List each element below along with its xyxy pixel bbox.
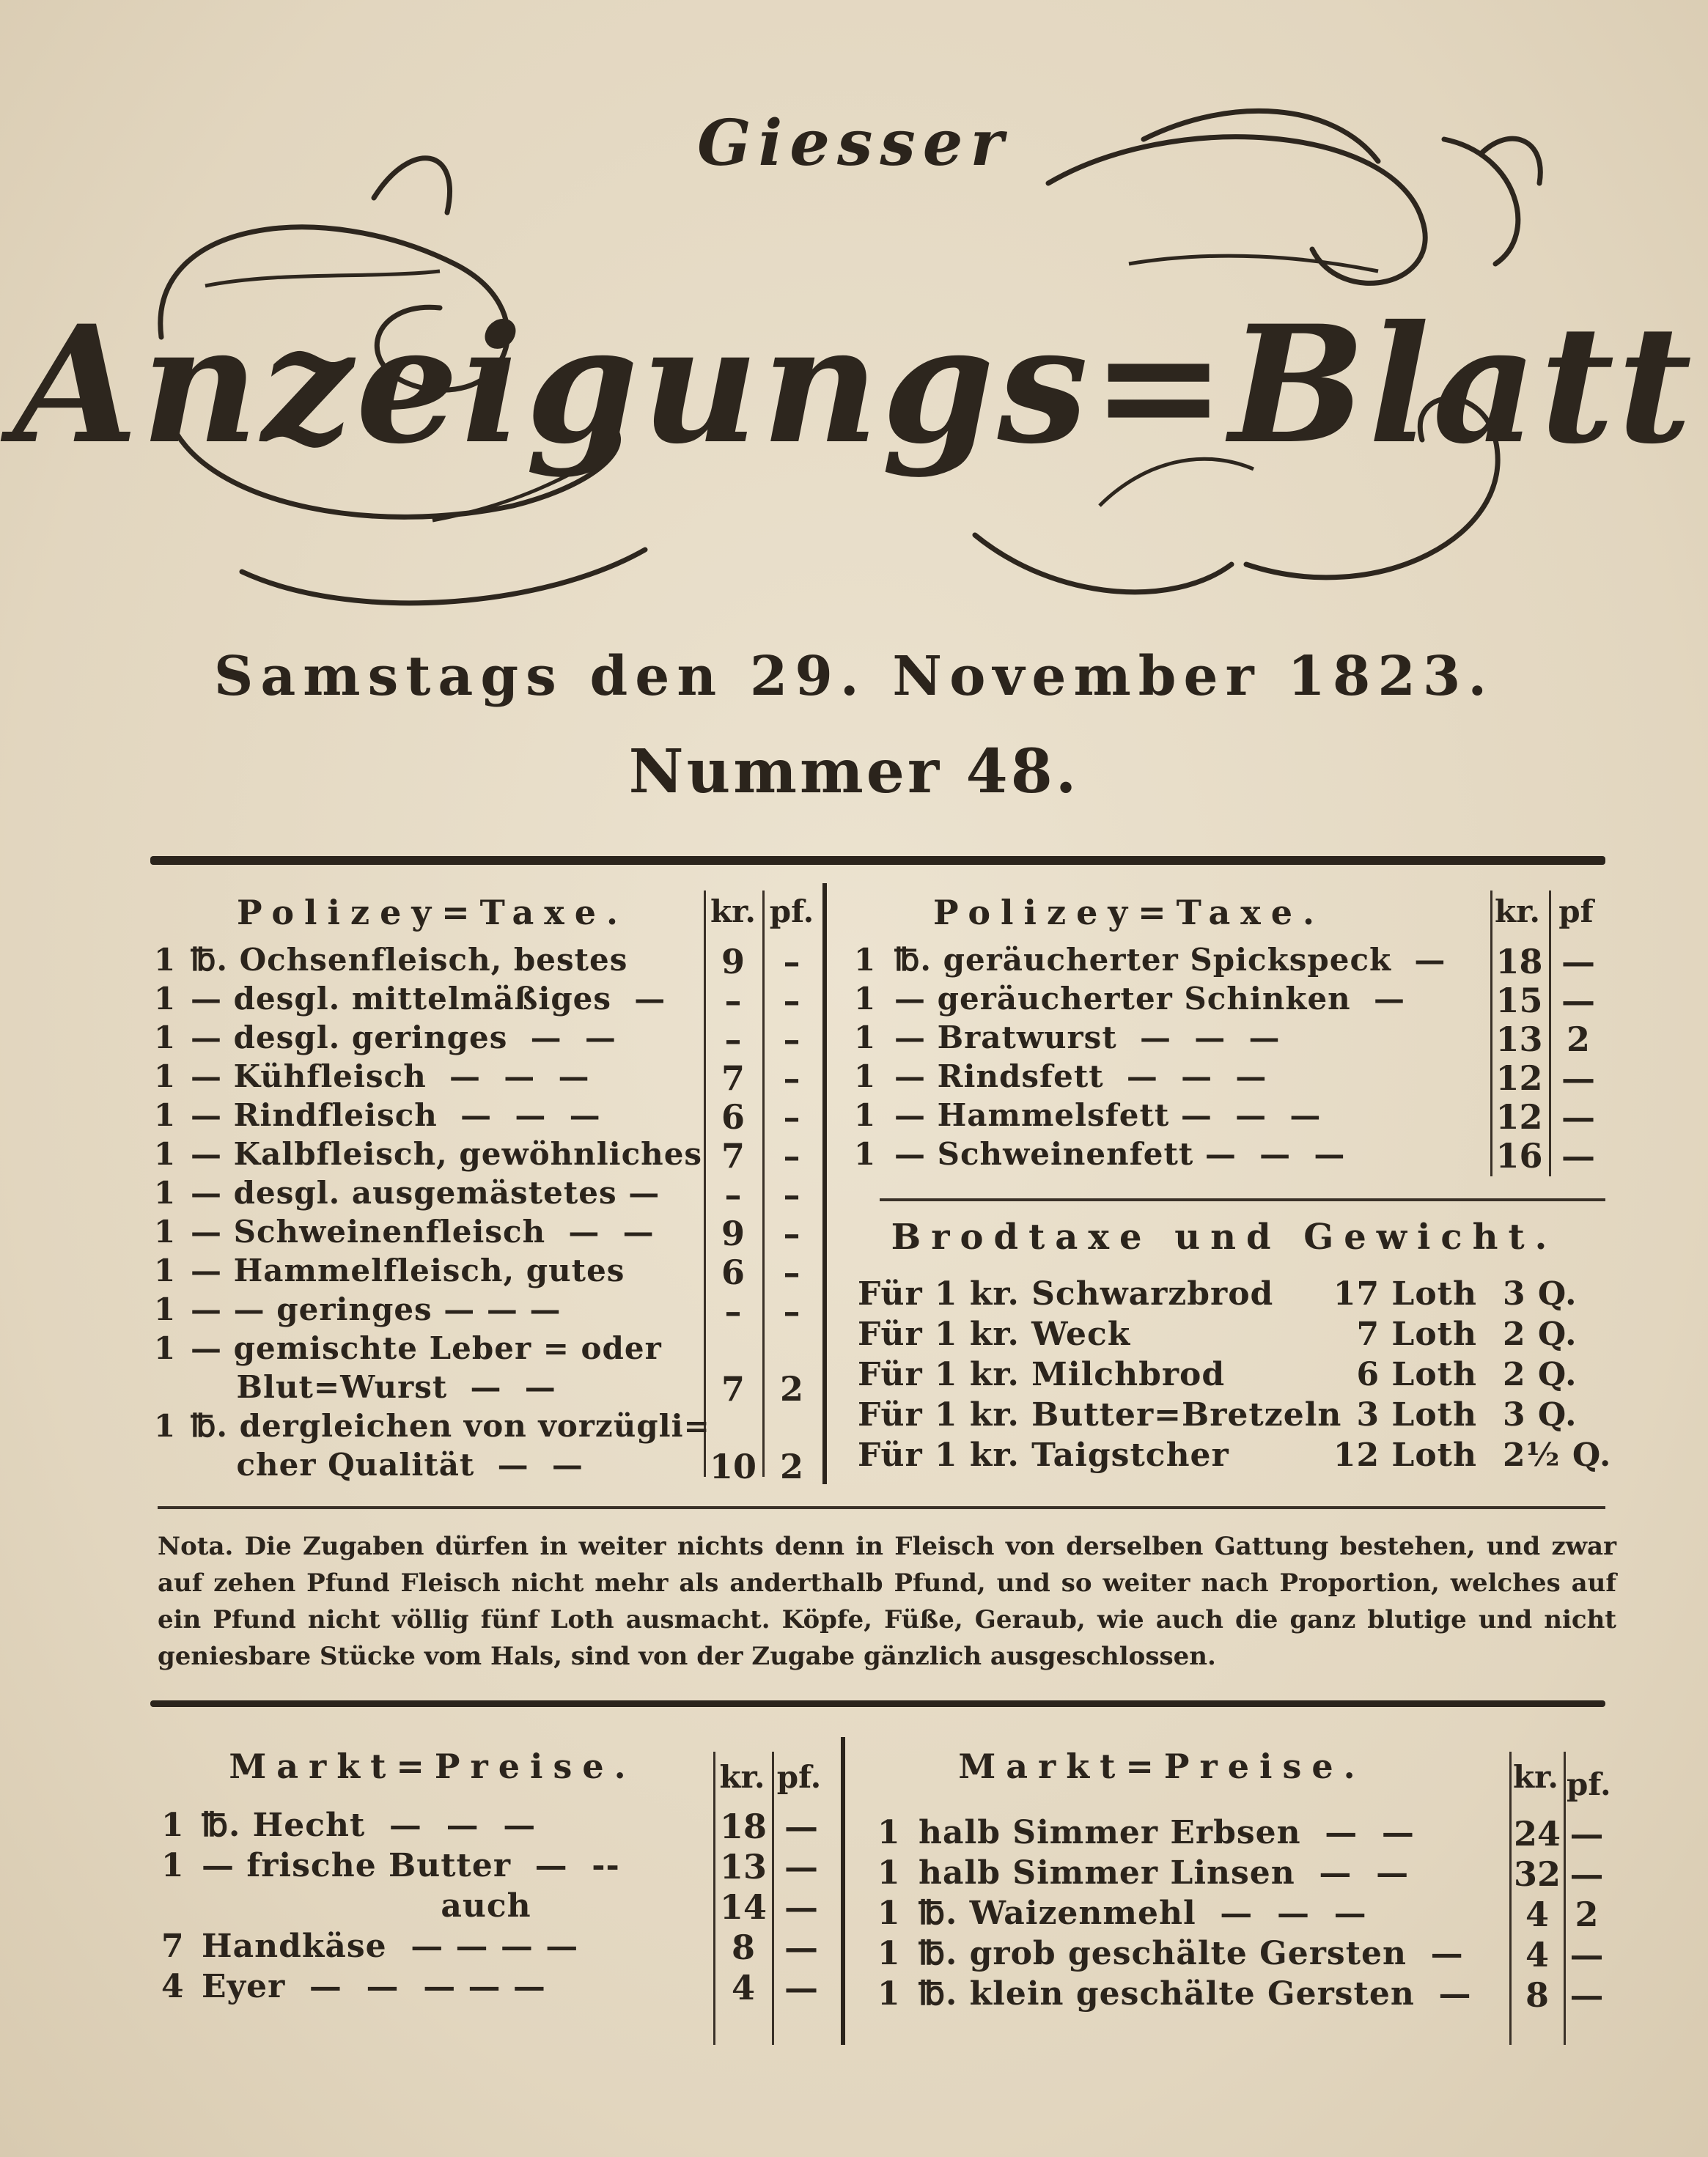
markt-right-unit-pf: pf.: [1567, 1766, 1611, 1802]
row-pf: –: [783, 1175, 800, 1214]
masthead-subtitle: Giesser: [697, 106, 1011, 180]
brod-loth: 7 Loth: [1356, 1316, 1477, 1353]
row-pf: —: [1561, 1058, 1595, 1098]
row-qty: 1: [877, 1935, 901, 1972]
row-qty: 1: [154, 1253, 177, 1288]
row-kr: 13: [1495, 1019, 1543, 1059]
row-pf: –: [783, 1058, 800, 1098]
brod-loth: 6 Loth: [1356, 1356, 1477, 1393]
row-kr: 7: [721, 1058, 745, 1098]
markt-right-rule-b: [1564, 1752, 1566, 2045]
row-kr: 15: [1495, 981, 1543, 1020]
brod-item: Für 1 kr. Weck: [858, 1316, 1131, 1353]
row-kr: 9: [721, 1214, 745, 1253]
row-item: — Schweinenfett — — —: [894, 1136, 1346, 1172]
polizey-left-unit-kr: kr.: [710, 893, 756, 929]
row-item: — Kalbfleisch, gewöhnliches: [191, 1136, 703, 1172]
row-item: ℔. geräucherter Spickspeck —: [894, 942, 1446, 978]
row-kr: 6: [721, 1097, 745, 1137]
row-pf: –: [783, 1253, 800, 1292]
row-pf: —: [784, 1807, 818, 1846]
row-item: Eyer — — — — —: [202, 1968, 546, 2005]
row-qty: 1: [877, 1814, 901, 1851]
polizey-right-unit-kr: kr.: [1495, 893, 1540, 929]
row-kr: 10: [709, 1447, 757, 1486]
row-item: — gemischte Leber = oder: [191, 1330, 662, 1366]
row-kr: 18: [719, 1807, 767, 1846]
row-pf: 2: [1575, 1895, 1599, 1934]
row-pf: –: [783, 942, 800, 981]
row-kr: –: [724, 981, 742, 1020]
row-kr: 32: [1513, 1854, 1561, 1894]
issue-number: Nummer 48.: [628, 737, 1080, 807]
row-kr: 8: [1525, 1975, 1549, 2015]
row-qty: 1: [154, 1136, 177, 1172]
dateline: Samstags den 29. November 1823.: [213, 645, 1495, 708]
polizey-left-rule-a: [704, 891, 706, 1477]
row-kr: 8: [731, 1928, 755, 1967]
mid-rule: [150, 1700, 1605, 1707]
row-item: — desgl. geringes — —: [191, 1019, 616, 1055]
row-kr: 7: [721, 1136, 745, 1176]
row-kr: 4: [731, 1968, 755, 2007]
row-item: — Rindsfett — — —: [894, 1058, 1267, 1094]
row-kr: 7: [721, 1369, 745, 1409]
markt-left-unit-kr: kr.: [719, 1759, 765, 1795]
row-item: cher Qualität — —: [191, 1447, 584, 1483]
row-kr: 6: [721, 1253, 745, 1292]
row-item: — Rindfleisch — — —: [191, 1097, 601, 1133]
row-qty: 1: [877, 1895, 901, 1932]
row-qty: 1: [154, 942, 177, 978]
brod-quentchen: 2½ Q.: [1503, 1437, 1612, 1474]
row-item: — — geringes — — —: [191, 1291, 562, 1327]
row-item: Handkäse — — — —: [202, 1928, 579, 1965]
row-pf: —: [1569, 1935, 1604, 1975]
row-qty: 1: [154, 1214, 177, 1250]
row-item: — desgl. mittelmäßiges —: [191, 981, 666, 1017]
brod-item: Für 1 kr. Taigstcher: [858, 1437, 1229, 1474]
row-item: ℔. Hecht — — —: [202, 1807, 537, 1844]
market-center-divider: [841, 1737, 845, 2045]
nota-top-rule: [158, 1506, 1605, 1509]
row-qty: 1: [877, 1854, 901, 1892]
polizey-right-rule-b: [1549, 891, 1551, 1176]
row-kr: 16: [1495, 1136, 1543, 1176]
row-qty: 1: [161, 1847, 185, 1884]
top-rule: [150, 856, 1605, 865]
row-qty: 1: [854, 1097, 877, 1133]
row-item: — frische Butter — --: [202, 1847, 620, 1884]
brod-quentchen: 2 Q.: [1503, 1356, 1578, 1393]
row-pf: –: [783, 981, 800, 1020]
masthead-title: Anzeigungs=Blatt: [12, 290, 1696, 479]
row-pf: –: [783, 1291, 800, 1331]
row-qty: 4: [161, 1968, 185, 2005]
row-qty: 1: [154, 1019, 177, 1055]
markt-left-rule-a: [713, 1752, 715, 2045]
row-item: — Hammelsfett — — —: [894, 1097, 1322, 1133]
brod-loth: 3 Loth: [1356, 1396, 1477, 1434]
row-item: ℔. dergleichen von vorzügli=: [191, 1408, 710, 1444]
row-pf: 2: [779, 1447, 803, 1486]
row-kr: 9: [721, 942, 745, 981]
brod-quentchen: 3 Q.: [1503, 1396, 1578, 1434]
row-kr: 18: [1495, 942, 1543, 981]
center-divider: [822, 883, 827, 1484]
row-kr: –: [724, 1291, 742, 1331]
polizey-left-rule-b: [762, 891, 765, 1477]
row-pf: –: [783, 1136, 800, 1176]
row-kr: 4: [1525, 1895, 1549, 1934]
markt-right-unit-kr: kr.: [1513, 1759, 1558, 1795]
row-pf: —: [784, 1847, 818, 1887]
row-item: — geräucherter Schinken —: [894, 981, 1405, 1017]
row-qty: 1: [154, 1058, 177, 1094]
row-item: ℔. grob geschälte Gersten —: [919, 1935, 1464, 1972]
row-qty: 1: [154, 1330, 177, 1366]
row-item: halb Simmer Linsen — —: [919, 1854, 1410, 1892]
row-qty: 1: [854, 942, 877, 978]
row-item: — desgl. ausgemästetes —: [191, 1175, 660, 1211]
row-kr: 14: [719, 1887, 767, 1927]
row-qty: 1: [877, 1975, 901, 2013]
brod-loth: 12 Loth: [1333, 1437, 1477, 1474]
row-item: halb Simmer Erbsen — —: [919, 1814, 1415, 1851]
row-pf: —: [784, 1928, 818, 1967]
row-pf: –: [783, 1019, 800, 1059]
row-kr: –: [724, 1019, 742, 1059]
row-kr: 24: [1513, 1814, 1561, 1854]
markt-right-heading: Markt=Preise.: [958, 1747, 1366, 1786]
row-qty: 1: [854, 1058, 877, 1094]
row-kr: 12: [1495, 1097, 1543, 1137]
row-pf: –: [783, 1214, 800, 1253]
row-kr: 12: [1495, 1058, 1543, 1098]
row-pf: —: [1569, 1854, 1604, 1894]
row-qty: 7: [161, 1928, 185, 1965]
row-pf: 2: [779, 1369, 803, 1409]
row-pf: —: [1569, 1975, 1604, 2015]
row-qty: 1: [154, 1175, 177, 1211]
brodtaxe-rule: [880, 1198, 1605, 1201]
row-item: Blut=Wurst — —: [191, 1369, 556, 1405]
row-item: — Kühfleisch — — —: [191, 1058, 590, 1094]
row-qty: 1: [154, 981, 177, 1017]
brod-loth: 17 Loth: [1333, 1275, 1477, 1313]
row-item: — Hammelfleisch, gutes: [191, 1253, 625, 1288]
row-pf: —: [1561, 942, 1595, 981]
polizey-right-heading: Polizey=Taxe.: [933, 893, 1325, 932]
row-qty: 1: [854, 1136, 877, 1172]
row-qty: 1: [154, 1408, 177, 1444]
brod-quentchen: 3 Q.: [1503, 1275, 1578, 1313]
markt-left-unit-pf: pf.: [776, 1759, 822, 1795]
row-pf: —: [784, 1887, 818, 1927]
row-kr: 13: [719, 1847, 767, 1887]
row-kr: –: [724, 1175, 742, 1214]
row-kr: 4: [1525, 1935, 1549, 1975]
row-item: ℔. Ochsenfleisch, bestes: [191, 942, 628, 978]
row-qty: 1: [161, 1807, 185, 1844]
row-item: — Schweinenfleisch — —: [191, 1214, 655, 1250]
row-item: — Bratwurst — — —: [894, 1019, 1281, 1055]
brod-item: Für 1 kr. Schwarzbrod: [858, 1275, 1274, 1313]
row-qty: 1: [154, 1291, 177, 1327]
row-qty: 1: [854, 1019, 877, 1055]
row-pf: —: [784, 1968, 818, 2007]
polizey-right-unit-pf: pf: [1558, 893, 1594, 929]
markt-left-heading: Markt=Preise.: [229, 1747, 636, 1786]
row-item: ℔. Waizenmehl — — —: [919, 1895, 1367, 1932]
brod-item: Für 1 kr. Butter=Bretzeln: [858, 1396, 1342, 1434]
brod-quentchen: 2 Q.: [1503, 1316, 1578, 1353]
row-pf: —: [1561, 981, 1595, 1020]
row-item: auch: [202, 1887, 531, 1925]
row-item: ℔. klein geschälte Gersten —: [919, 1975, 1472, 2013]
brod-item: Für 1 kr. Milchbrod: [858, 1356, 1226, 1393]
polizey-left-heading: Polizey=Taxe.: [237, 893, 628, 932]
row-pf: —: [1561, 1097, 1595, 1137]
brodtaxe-heading: Brodtaxe und Gewicht.: [891, 1217, 1558, 1258]
row-pf: –: [783, 1097, 800, 1137]
row-qty: 1: [154, 1097, 177, 1133]
row-pf: —: [1569, 1814, 1604, 1854]
row-qty: 1: [854, 981, 877, 1017]
markt-left-rule-b: [772, 1752, 774, 2045]
row-pf: —: [1561, 1136, 1595, 1176]
nota-paragraph: Nota. Die Zugaben dürfen in weiter nichts denn in Fleisch von derselben Gattung bestehen, und zwar auf zehen Pfund Fleisch nicht mehr als anderthalb Pfund, und so weiter nach Proportion, welches auf ein Pfund nicht völlig fünf Loth ausmacht. Köpfe, Füße, Geraub, wie auch die ganz blutige und nicht geniesbare Stücke vom Hals, sind von der Zugabe gänzlich ausgeschlossen.: [158, 1532, 1616, 1671]
row-pf: 2: [1566, 1019, 1590, 1059]
polizey-left-unit-pf: pf.: [769, 893, 814, 929]
